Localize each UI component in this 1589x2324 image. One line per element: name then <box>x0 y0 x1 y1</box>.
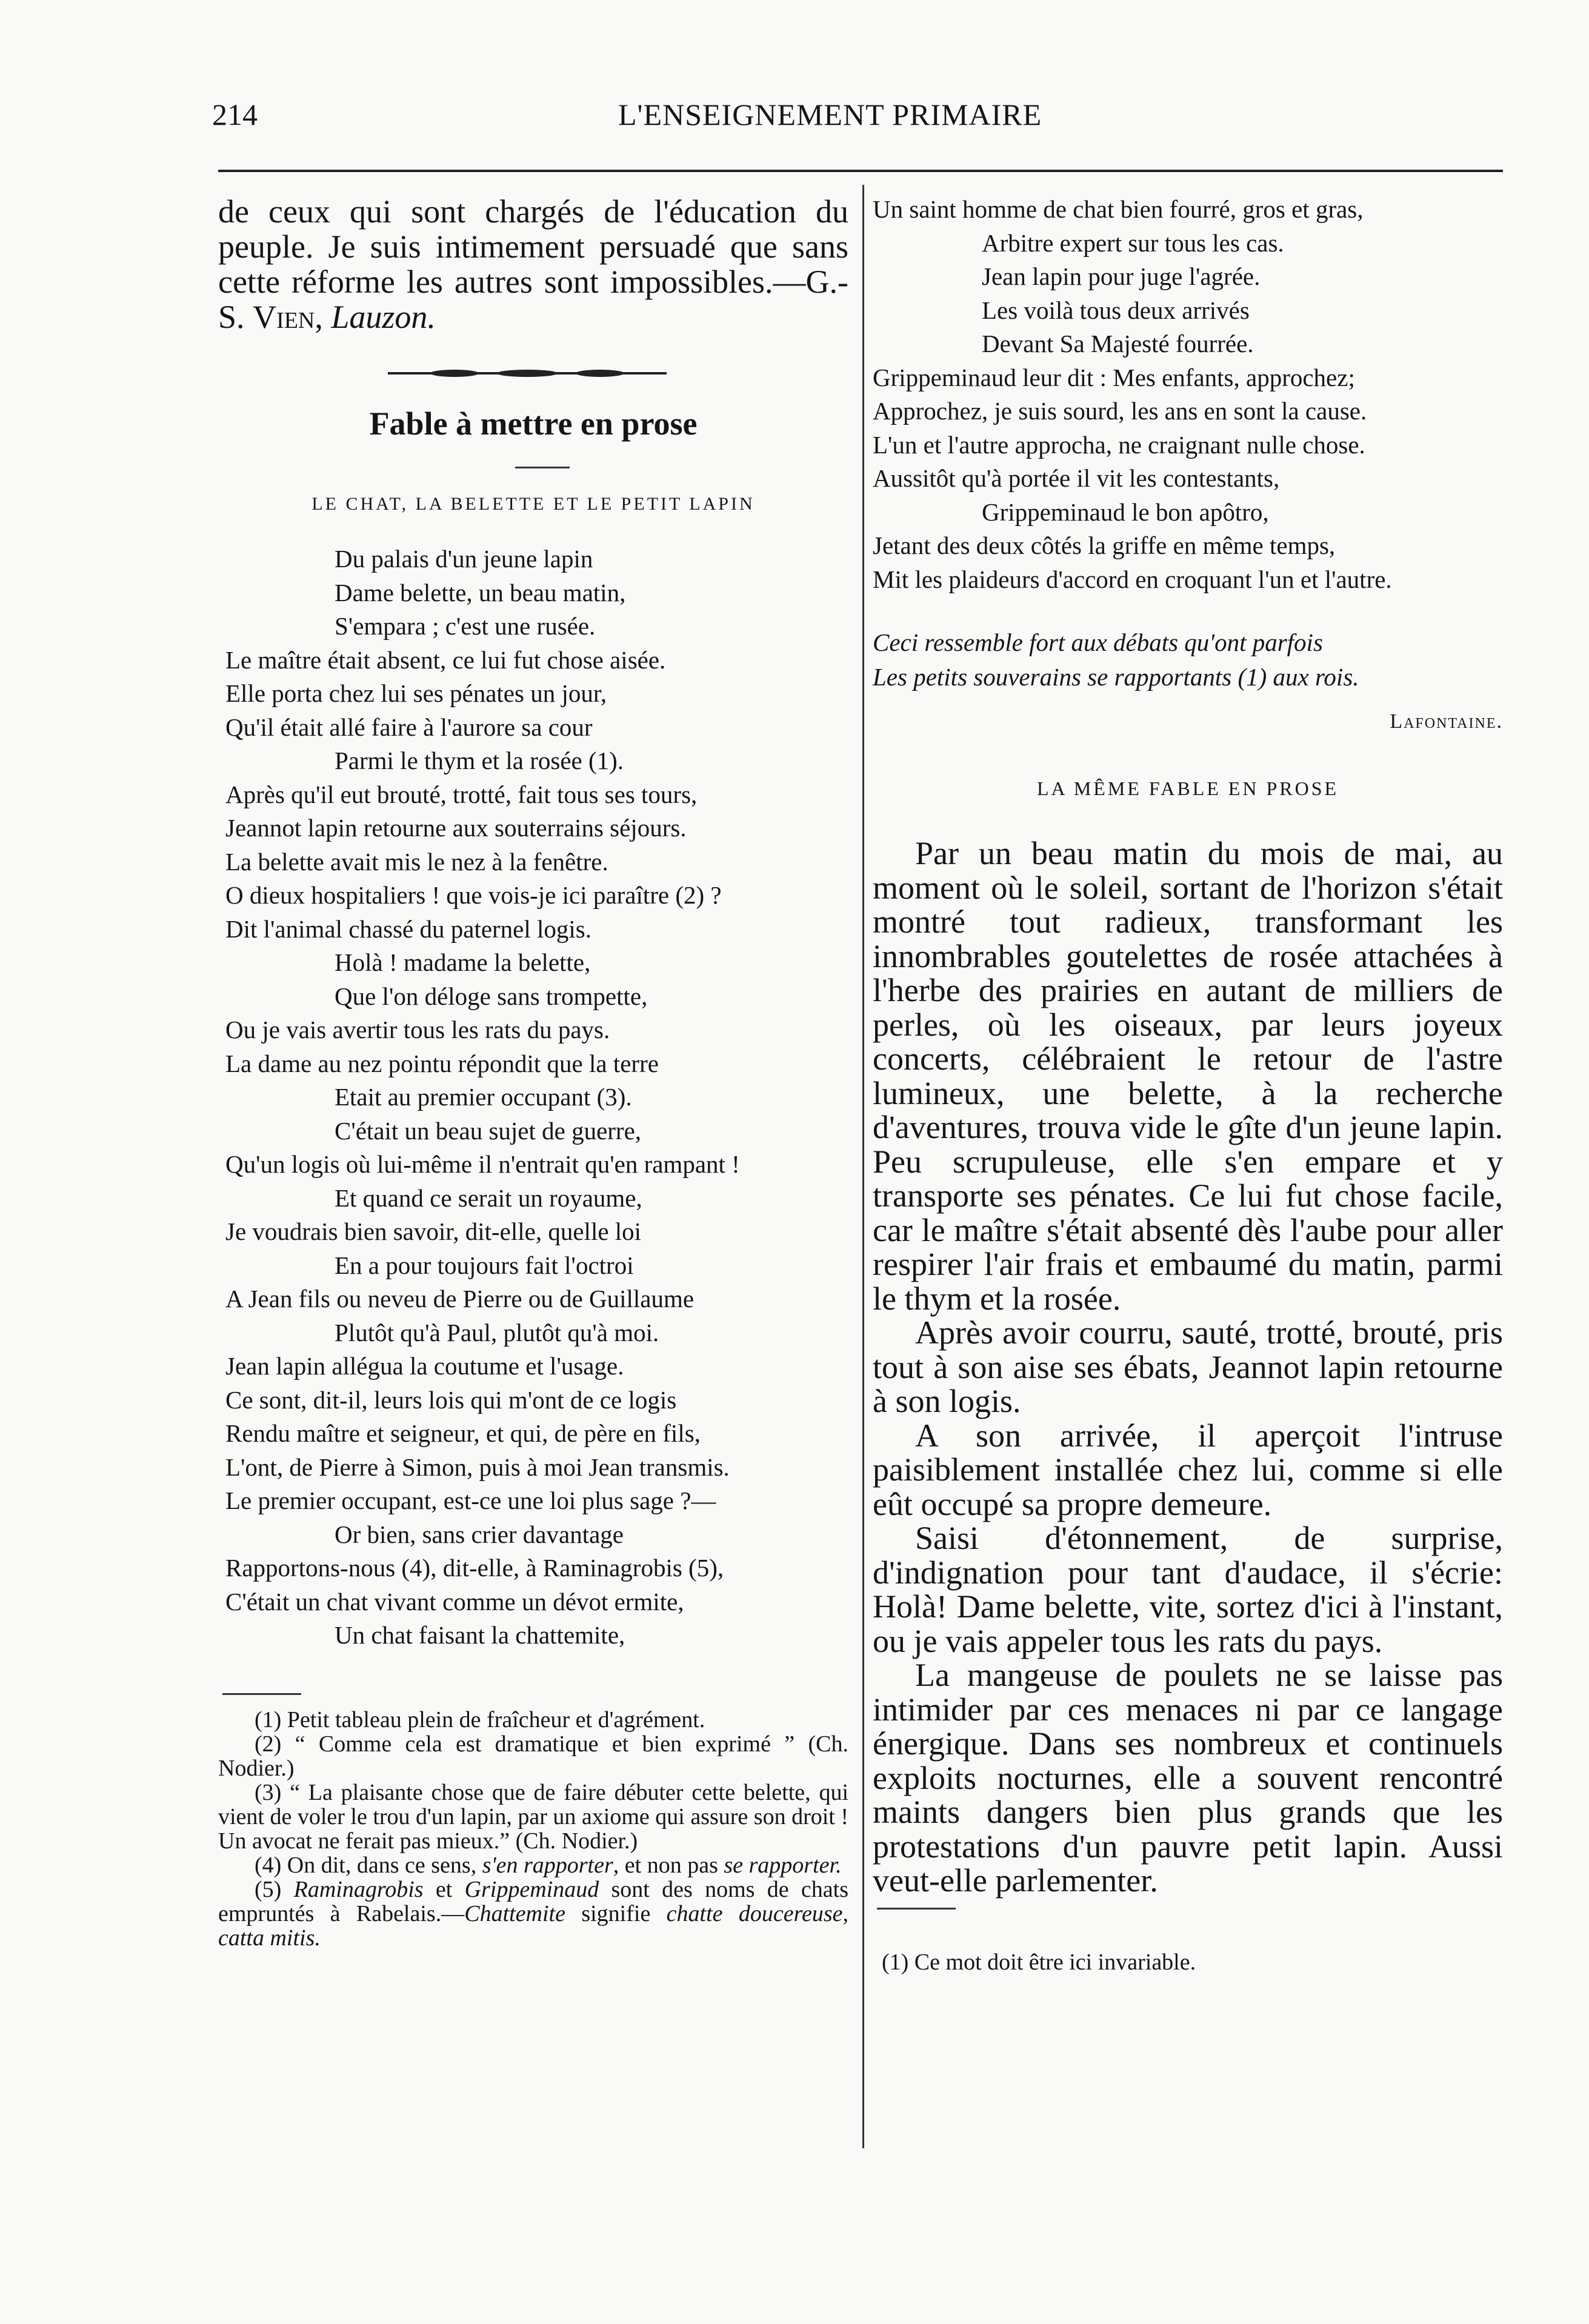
verse-line: Elle porta chez lui ses pénates un jour, <box>225 679 607 707</box>
footnote: (4) On dit, dans ce sens, s'en rapporter, et non pas se rapporter. <box>255 1853 842 1878</box>
fable-author: Lafontaine. <box>1390 710 1503 733</box>
prose-paragraph: Par un beau matin du mois de mai, au moment où le soleil, sortant de l'horizon s'était montré tout radieux, transformant les innombrables goutelettes de rosée attachées à l'herbe des prairies en autant de milliers de perles, où les oiseaux, par leurs joyeux concerts, célébraient le retour de l'astre lumineux, une belette, à la recherche d'aventures, trouva vide le gîte d'un jeune lapin. Peu scrupuleuse, elle s'en empare et y transporte ses pénates. Ce lui fut chose facile, car le maître s'était absenté dès l'aube pour aller respirer l'air frais et embaumé du matin, parmi le thym et la rosée. <box>873 835 1503 1317</box>
fable-verses-left <box>225 542 740 1653</box>
verse-line: Rapportons-nous (4), dit-elle, à Raminagrobis (5), <box>225 1554 724 1582</box>
verse-line: Qu'un logis où lui-même il n'entrait qu'en rampant ! <box>225 1150 740 1178</box>
verse-line: Aussitôt qu'à portée il vit les contestants, <box>873 464 1280 492</box>
footnote-right: (1) Ce mot doit être ici invariable. <box>882 1949 1196 1975</box>
fable-verses-right <box>873 193 1392 596</box>
verse-line: La belette avait mis le nez à la fenêtre. <box>225 847 608 876</box>
verse-line: Et quand ce serait un royaume, <box>335 1184 642 1212</box>
verse-line: Jean lapin allégua la coutume et l'usage. <box>225 1352 624 1380</box>
moral-line: Ceci ressemble fort aux débats qu'ont parfois <box>873 628 1323 656</box>
verse-line: En a pour toujours fait l'octroi <box>335 1251 634 1279</box>
verse-line: Dit l'animal chassé du paternel logis. <box>225 914 592 943</box>
verse-line: Jean lapin pour juge l'agrée. <box>982 262 1261 290</box>
verse-line: Plutôt qu'à Paul, plutôt qu'à moi. <box>335 1318 659 1347</box>
running-title: L'ENSEIGNEMENT PRIMAIRE <box>618 98 1042 132</box>
verse-line: Ou je vais avertir tous les rats du pays. <box>225 1016 610 1044</box>
prose-paragraph: Après avoir courru, sauté, trotté, brouté, pris tout à son aise ses ébats, Jeannot lapin retourne à son logis. <box>873 1314 1503 1419</box>
page-number: 214 <box>212 98 258 132</box>
verse-line: Les voilà tous deux arrivés <box>982 296 1250 324</box>
footnote: (2) “ Comme cela est dramatique et bien exprimé ” (Ch. Nodier.) <box>218 1731 848 1781</box>
intro-text: de ceux qui sont chargés de l'éducation du peuple. Je suis intimement persuadé que sans cette réforme les autres sont impossibles.—G.-S. <box>218 193 848 335</box>
footnote: (1) Petit tableau plein de fraîcheur et d'agrément. <box>255 1707 705 1733</box>
verse-line: Du palais d'un jeune lapin <box>335 545 593 573</box>
verse-line: Grippeminaud le bon apôtro, <box>982 498 1269 526</box>
verse-line: Arbitre expert sur tous les cas. <box>982 228 1284 257</box>
verse-line: Le maître était absent, ce lui fut chose aisée. <box>225 645 666 674</box>
prose-body <box>873 836 1503 1898</box>
footnote-rule-right <box>877 1908 956 1909</box>
footnote: (3) “ La plaisante chose que de faire débuter cette belette, qui vient de voler le trou d'un lapin, par un axiome qui assure son droit ! Un avocat ne ferait pas mieux.” (Ch. Nodier.) <box>218 1780 848 1854</box>
fable-title: Fable à mettre en prose <box>369 405 698 442</box>
verse-line: S'empara ; c'est une rusée. <box>335 612 596 640</box>
moral-line: Les petits souverains se rapportants (1) aux rois. <box>873 663 1359 691</box>
verse-line: Après qu'il eut brouté, trotté, fait tous ses tours, <box>225 780 698 808</box>
verse-line: L'ont, de Pierre à Simon, puis à moi Jean transmis. <box>225 1453 730 1481</box>
intro-author: Vien <box>253 299 315 335</box>
verse-line: Qu'il était allé faire à l'aurore sa cour <box>225 713 593 741</box>
intro-place: Lauzon. <box>331 299 436 335</box>
verse-line: Grippeminaud leur dit : Mes enfants, approchez; <box>873 363 1355 391</box>
verse-line: Or bien, sans crier davantage <box>335 1520 624 1548</box>
verse-line: Jeannot lapin retourne aux souterrains séjours. <box>225 814 687 842</box>
verse-line: Holà ! madame la belette, <box>335 948 591 976</box>
verse-line: A Jean fils ou neveu de Pierre ou de Guillaume <box>225 1285 695 1313</box>
verse-line: Ce sont, dit-il, leurs lois qui m'ont de ce logis <box>225 1385 677 1414</box>
verse-line: Parmi le thym et la rosée (1). <box>335 747 624 774</box>
verse-line: Dame belette, un beau matin, <box>335 578 626 607</box>
verse-line: O dieux hospitaliers ! que vois-je ici paraître (2) ? <box>225 881 722 909</box>
verse-line: La dame au nez pointu répondit que la terre <box>225 1049 659 1077</box>
fable-moral <box>873 625 1359 694</box>
title-rule <box>515 467 570 468</box>
verse-line: C'était un chat vivant comme un dévot ermite, <box>225 1587 684 1616</box>
footnotes-left <box>218 1708 848 1950</box>
prose-paragraph: A son arrivée, il aperçoit l'intruse paisiblement installée chez lui, comme si elle eût occupé sa propre demeure. <box>873 1417 1503 1522</box>
header-rule <box>218 170 1503 172</box>
verse-line: Rendu maître et seigneur, et qui, de père en fils, <box>225 1419 701 1447</box>
footnote: (5) Raminagrobis et Grippeminaud sont des noms de chats empruntés à Rabelais.—Chattemite signifie chatte doucereuse, catta mitis. <box>218 1877 849 1951</box>
verse-line: Un saint homme de chat bien fourré, gros et gras, <box>873 195 1364 223</box>
column-divider <box>862 185 864 2148</box>
intro-paragraph: de ceux qui sont chargés de l'éducation du peuple. Je suis intimement persuadé que sans cette réforme les autres sont impossibles.—G.-S. Vien, Lauzon. <box>218 193 848 335</box>
prose-paragraph: Saisi d'étonnement, de surprise, d'indignation pour tant d'audace, il s'écrie: Holà! Dame belette, vite, sortez d'ici à l'instant, ou je vais appeler tous les rats du pays. <box>873 1520 1503 1659</box>
verse-line: L'un et l'autre approcha, ne craignant nulle chose. <box>873 430 1365 459</box>
verse-line: Je voudrais bien savoir, dit-elle, quelle loi <box>225 1217 642 1245</box>
verse-line: Jetant des deux côtés la griffe en même temps, <box>873 531 1336 559</box>
verse-line: Approchez, je suis sourd, les ans en sont la cause. <box>873 397 1367 425</box>
ornament-rule <box>376 370 679 377</box>
verse-line: Que l'on déloge sans trompette, <box>335 982 648 1010</box>
fable-subtitle: LE CHAT, LA BELETTE ET LE PETIT LAPIN <box>311 494 755 514</box>
verse-line: Etait au premier occupant (3). <box>335 1083 632 1111</box>
footnote-rule <box>222 1693 301 1695</box>
verse-line: Mit les plaideurs d'accord en croquant l'un et l'autre. <box>873 565 1392 593</box>
verse-line: Un chat faisant la chattemite, <box>335 1621 625 1649</box>
verse-line: Le premier occupant, est-ce une loi plus sage ?— <box>225 1487 716 1514</box>
prose-title: LA MÊME FABLE EN PROSE <box>1036 777 1339 799</box>
prose-paragraph: La mangeuse de poulets ne se laisse pas intimider par ces menaces ni par ce langage énergique. Dans ses nombreux et continuels exploits nocturnes, elle a souvent rencontré maints dangers bien plus grands que les protestations d'un pauvre petit lapin. Aussi veut-elle parlementer. <box>873 1657 1503 1899</box>
verse-line: Devant Sa Majesté fourrée. <box>982 330 1254 358</box>
verse-line: C'était un beau sujet de guerre, <box>335 1116 642 1145</box>
